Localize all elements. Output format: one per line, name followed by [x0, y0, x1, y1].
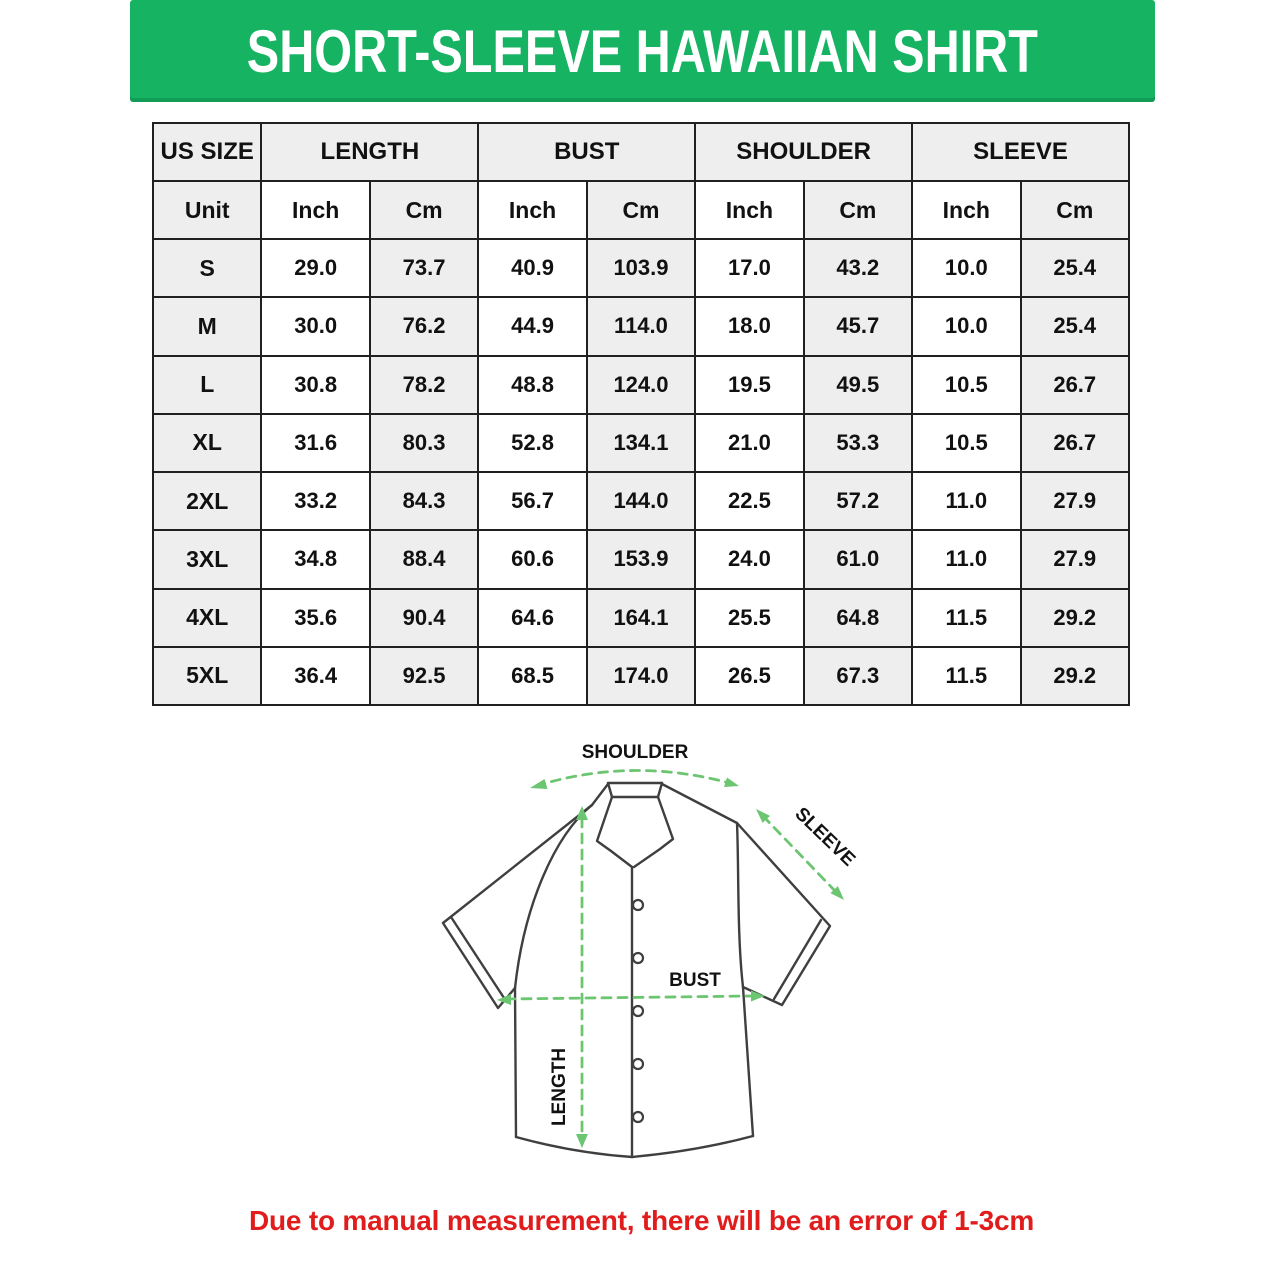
shirt-measurement-diagram	[400, 720, 900, 1220]
button-4	[633, 1059, 643, 1069]
unit-cell: Cm	[804, 181, 912, 239]
right-sleeve	[737, 823, 830, 1005]
value-cell: 11.0	[912, 472, 1020, 530]
unit-cell: Cm	[1021, 181, 1130, 239]
column-group-header: BUST	[478, 123, 695, 181]
value-cell: 73.7	[370, 239, 478, 297]
size-row	[153, 297, 1129, 355]
size-cell: XL	[153, 414, 261, 472]
value-cell: 144.0	[587, 472, 695, 530]
unit-cell: Inch	[261, 181, 369, 239]
value-cell: 35.6	[261, 589, 369, 647]
right-shoulder-seam	[662, 784, 737, 823]
size-row	[153, 414, 1129, 472]
value-cell: 124.0	[587, 356, 695, 414]
value-cell: 60.6	[478, 530, 586, 588]
size-row	[153, 239, 1129, 297]
size-cell: 3XL	[153, 530, 261, 588]
value-cell: 10.0	[912, 239, 1020, 297]
value-cell: 64.6	[478, 589, 586, 647]
size-cell: S	[153, 239, 261, 297]
value-cell: 25.4	[1021, 297, 1130, 355]
size-cell: 4XL	[153, 589, 261, 647]
column-group-header: SLEEVE	[912, 123, 1129, 181]
page-title: SHORT-SLEEVE HAWAIIAN SHIRT	[246, 17, 1039, 85]
button-5	[633, 1112, 643, 1122]
bust-measure-line	[506, 996, 752, 999]
value-cell: 174.0	[587, 647, 695, 705]
value-cell: 26.7	[1021, 414, 1130, 472]
button-1	[633, 900, 643, 910]
value-cell: 21.0	[695, 414, 803, 472]
value-cell: 84.3	[370, 472, 478, 530]
column-group-header: LENGTH	[261, 123, 478, 181]
value-cell: 44.9	[478, 297, 586, 355]
value-cell: 30.0	[261, 297, 369, 355]
value-cell: 56.7	[478, 472, 586, 530]
unit-cell: Inch	[695, 181, 803, 239]
unit-header-cell: Unit	[153, 181, 261, 239]
value-cell: 57.2	[804, 472, 912, 530]
value-cell: 53.3	[804, 414, 912, 472]
value-cell: 27.9	[1021, 530, 1130, 588]
size-cell: 2XL	[153, 472, 261, 530]
value-cell: 103.9	[587, 239, 695, 297]
unit-cell: Inch	[912, 181, 1020, 239]
sleeve-label: SLEEVE	[790, 803, 860, 871]
left-shoulder-seam	[592, 784, 608, 805]
value-cell: 80.3	[370, 414, 478, 472]
bottom-hem	[516, 1136, 753, 1157]
button-3	[633, 1006, 643, 1016]
value-cell: 11.5	[912, 589, 1020, 647]
shoulder-arrow-left-icon	[530, 779, 548, 789]
value-cell: 67.3	[804, 647, 912, 705]
value-cell: 34.8	[261, 530, 369, 588]
right-cuff-line	[774, 920, 821, 999]
value-cell: 31.6	[261, 414, 369, 472]
value-cell: 64.8	[804, 589, 912, 647]
size-cell: M	[153, 297, 261, 355]
value-cell: 78.2	[370, 356, 478, 414]
value-cell: 10.0	[912, 297, 1020, 355]
value-cell: 153.9	[587, 530, 695, 588]
value-cell: 68.5	[478, 647, 586, 705]
value-cell: 10.5	[912, 356, 1020, 414]
size-chart-table-container	[152, 122, 1130, 706]
size-row	[153, 530, 1129, 588]
value-cell: 92.5	[370, 647, 478, 705]
value-cell: 24.0	[695, 530, 803, 588]
value-cell: 25.4	[1021, 239, 1130, 297]
size-chart-header	[153, 123, 1129, 239]
value-cell: 22.5	[695, 472, 803, 530]
length-arrow-bottom-icon	[576, 1134, 588, 1148]
bust-label: BUST	[669, 970, 721, 991]
value-cell: 90.4	[370, 589, 478, 647]
value-cell: 114.0	[587, 297, 695, 355]
shoulder-arrow-right-icon	[724, 778, 739, 788]
value-cell: 10.5	[912, 414, 1020, 472]
left-sleeve	[443, 805, 592, 1008]
value-cell: 76.2	[370, 297, 478, 355]
collar-band	[608, 783, 662, 797]
collar-left-leaf	[597, 797, 632, 867]
size-row	[153, 356, 1129, 414]
value-cell: 11.5	[912, 647, 1020, 705]
left-armhole-seam	[515, 805, 592, 988]
value-cell: 40.9	[478, 239, 586, 297]
value-cell: 45.7	[804, 297, 912, 355]
value-cell: 134.1	[587, 414, 695, 472]
value-cell: 18.0	[695, 297, 803, 355]
shoulder-label: SHOULDER	[581, 742, 689, 763]
value-cell: 164.1	[587, 589, 695, 647]
value-cell: 61.0	[804, 530, 912, 588]
value-cell: 88.4	[370, 530, 478, 588]
right-side-seam	[743, 987, 753, 1136]
value-cell: 52.8	[478, 414, 586, 472]
button-2	[633, 953, 643, 963]
value-cell: 29.2	[1021, 647, 1130, 705]
size-row	[153, 647, 1129, 705]
value-cell: 29.2	[1021, 589, 1130, 647]
value-cell: 33.2	[261, 472, 369, 530]
size-chart-body	[153, 239, 1129, 705]
size-row	[153, 589, 1129, 647]
value-cell: 36.4	[261, 647, 369, 705]
column-group-header: SHOULDER	[695, 123, 912, 181]
title-banner	[130, 0, 1155, 102]
unit-cell: Cm	[370, 181, 478, 239]
size-row	[153, 472, 1129, 530]
value-cell: 30.8	[261, 356, 369, 414]
right-armhole-seam	[737, 823, 743, 987]
bust-arrow-left-icon	[497, 994, 511, 1005]
unit-cell: Cm	[587, 181, 695, 239]
bust-arrow-right-icon	[751, 991, 765, 1002]
left-side-seam	[515, 988, 516, 1137]
shirt-outline-drawing	[443, 783, 830, 1157]
value-cell: 49.5	[804, 356, 912, 414]
unit-cell: Inch	[478, 181, 586, 239]
value-cell: 19.5	[695, 356, 803, 414]
column-group-header: US SIZE	[153, 123, 261, 181]
left-cuff-line	[451, 917, 506, 1001]
value-cell: 26.5	[695, 647, 803, 705]
size-cell: L	[153, 356, 261, 414]
value-cell: 29.0	[261, 239, 369, 297]
value-cell: 48.8	[478, 356, 586, 414]
measurement-error-note: Due to manual measurement, there will be an error of 1-3cm	[248, 1205, 1035, 1236]
size-chart-table	[152, 122, 1130, 706]
collar-right-leaf	[634, 797, 673, 867]
value-cell: 27.9	[1021, 472, 1130, 530]
value-cell: 25.5	[695, 589, 803, 647]
value-cell: 17.0	[695, 239, 803, 297]
length-label: LENGTH	[549, 1047, 570, 1127]
value-cell: 11.0	[912, 530, 1020, 588]
value-cell: 43.2	[804, 239, 912, 297]
size-cell: 5XL	[153, 647, 261, 705]
value-cell: 26.7	[1021, 356, 1130, 414]
